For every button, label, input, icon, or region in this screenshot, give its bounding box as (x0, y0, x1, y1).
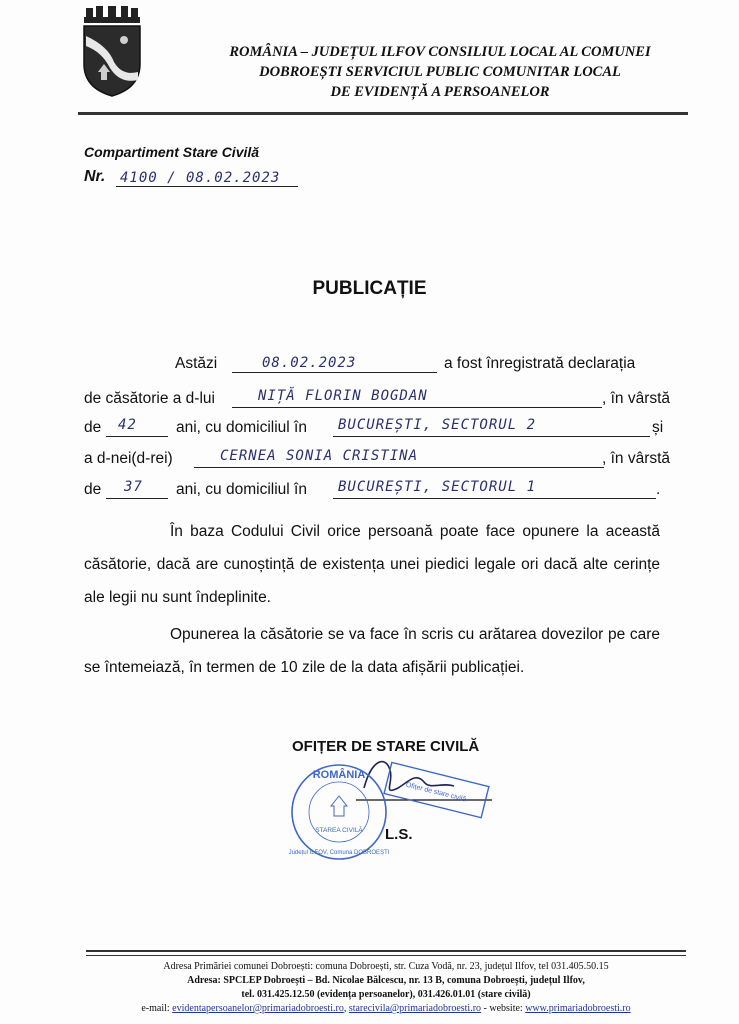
bride-domicile: BUCUREȘTI, SECTORUL 1 (338, 479, 537, 495)
compartment-label: Compartiment Stare Civilă (84, 144, 260, 160)
footer-line-2: Adresa: SPCLEP Dobroești – Bd. Nicolae Bălcescu, nr. 13 B, comuna Dobroești, județul Ilfov, (187, 975, 585, 986)
header-line-2: DOBROEȘTI SERVICIUL PUBLIC COMUNITAR LOCAL (259, 64, 621, 80)
signature-stamp-graphic (286, 752, 506, 872)
si-label: și (652, 419, 664, 436)
document-title: PUBLICAȚIE (312, 278, 427, 299)
deadline-paragraph: Opunerea la căsătorie se va face în scris cu arătarea dovezilor pe care se întemeiază, în termen de 10 zile de la data afișării publicației. (84, 626, 660, 676)
groom-prefix: de căsătorie a d-lui (84, 390, 215, 407)
signature-title: OFIȚER DE STARE CIVILĂ (292, 738, 480, 755)
nr-underline (116, 186, 298, 187)
opposition-paragraph: În baza Codului Civil orice persoană poate face opunere la această căsătorie, dacă are cunoștință de existența unei piedici legale ori dacă alte cerințe ale legii nu sunt îndeplinite. (84, 523, 660, 606)
email-separator: , (343, 1003, 347, 1014)
website-link[interactable]: www.primariadobroesti.ro (525, 1003, 631, 1014)
stamp-center-text: STAREA CIVILĂ (315, 827, 363, 834)
ls-label: L.S. (385, 826, 413, 843)
groom-name-underline (232, 407, 602, 408)
bride-age-label: , în vârstă (602, 450, 671, 467)
end-period: . (656, 481, 661, 498)
header-line-1: ROMÂNIA – JUDEȚUL ILFOV CONSILIUL LOCAL AL COMUNEI (229, 44, 651, 60)
header-line-3: DE EVIDENȚĂ A PERSOANELOR (330, 84, 550, 100)
stamp-rect-text: Ofițer de stare civilă (405, 781, 467, 804)
bride-de-label: de (84, 481, 102, 498)
bride-name-underline (194, 467, 604, 468)
groom-domicile-underline (333, 436, 650, 437)
website-label: - website: (483, 1003, 523, 1014)
footer-line-3: tel. 031.425.12.50 (evidența persoanelor), 031.426.01.01 (stare civilă) (241, 989, 531, 1000)
bride-age: 37 (124, 479, 143, 495)
email-evidenta-link[interactable]: evidentapersoanelor@primariadobroesti.ro (172, 1003, 344, 1014)
groom-domicile: BUCUREȘTI, SECTORUL 2 (338, 417, 537, 433)
nr-value: 4100 / 08.02.2023 (120, 170, 281, 186)
nr-label: Nr. (84, 168, 106, 185)
coat-of-arms-icon (78, 6, 146, 98)
groom-age: 42 (118, 417, 137, 433)
groom-age-underline (106, 436, 168, 437)
stamp-bottom-text: Județul ILFOV, Comuna DOBROEȘTI (288, 850, 390, 856)
bride-age-underline (106, 498, 168, 499)
header-rule (78, 112, 688, 115)
bride-prefix: a d-nei(d-rei) (84, 450, 173, 467)
groom-de-label: de (84, 419, 102, 436)
bride-name: CERNEA SONIA CRISTINA (220, 448, 419, 464)
bride-domicile-label: ani, cu domiciliul în (176, 481, 307, 498)
footer-rule-thin (86, 955, 686, 956)
astazi-label: Astăzi (175, 355, 218, 372)
registered-text: a fost înregistrată declarația (444, 355, 636, 372)
groom-age-label: , în vârstă (602, 390, 671, 407)
email-label: e-mail: (141, 1003, 170, 1014)
date-value: 08.02.2023 (262, 355, 357, 371)
bride-domicile-underline (333, 498, 656, 499)
footer-rule (86, 950, 686, 952)
groom-domicile-label: ani, cu domiciliul în (176, 419, 307, 436)
footer-line-1: Adresa Primăriei comunei Dobroești: comuna Dobroești, str. Cuza Vodă, nr. 23, județul Ilfov, tel 031.405.50.15 (163, 961, 609, 972)
footer-contacts (86, 1003, 686, 1014)
stamp-top-text: ROMÂNIA (312, 769, 366, 781)
email-starecivila-link[interactable]: starecivila@primariadobroesti.ro (348, 1003, 482, 1014)
groom-name: NIȚĂ FLORIN BOGDAN (258, 388, 428, 404)
date-underline (232, 372, 437, 373)
